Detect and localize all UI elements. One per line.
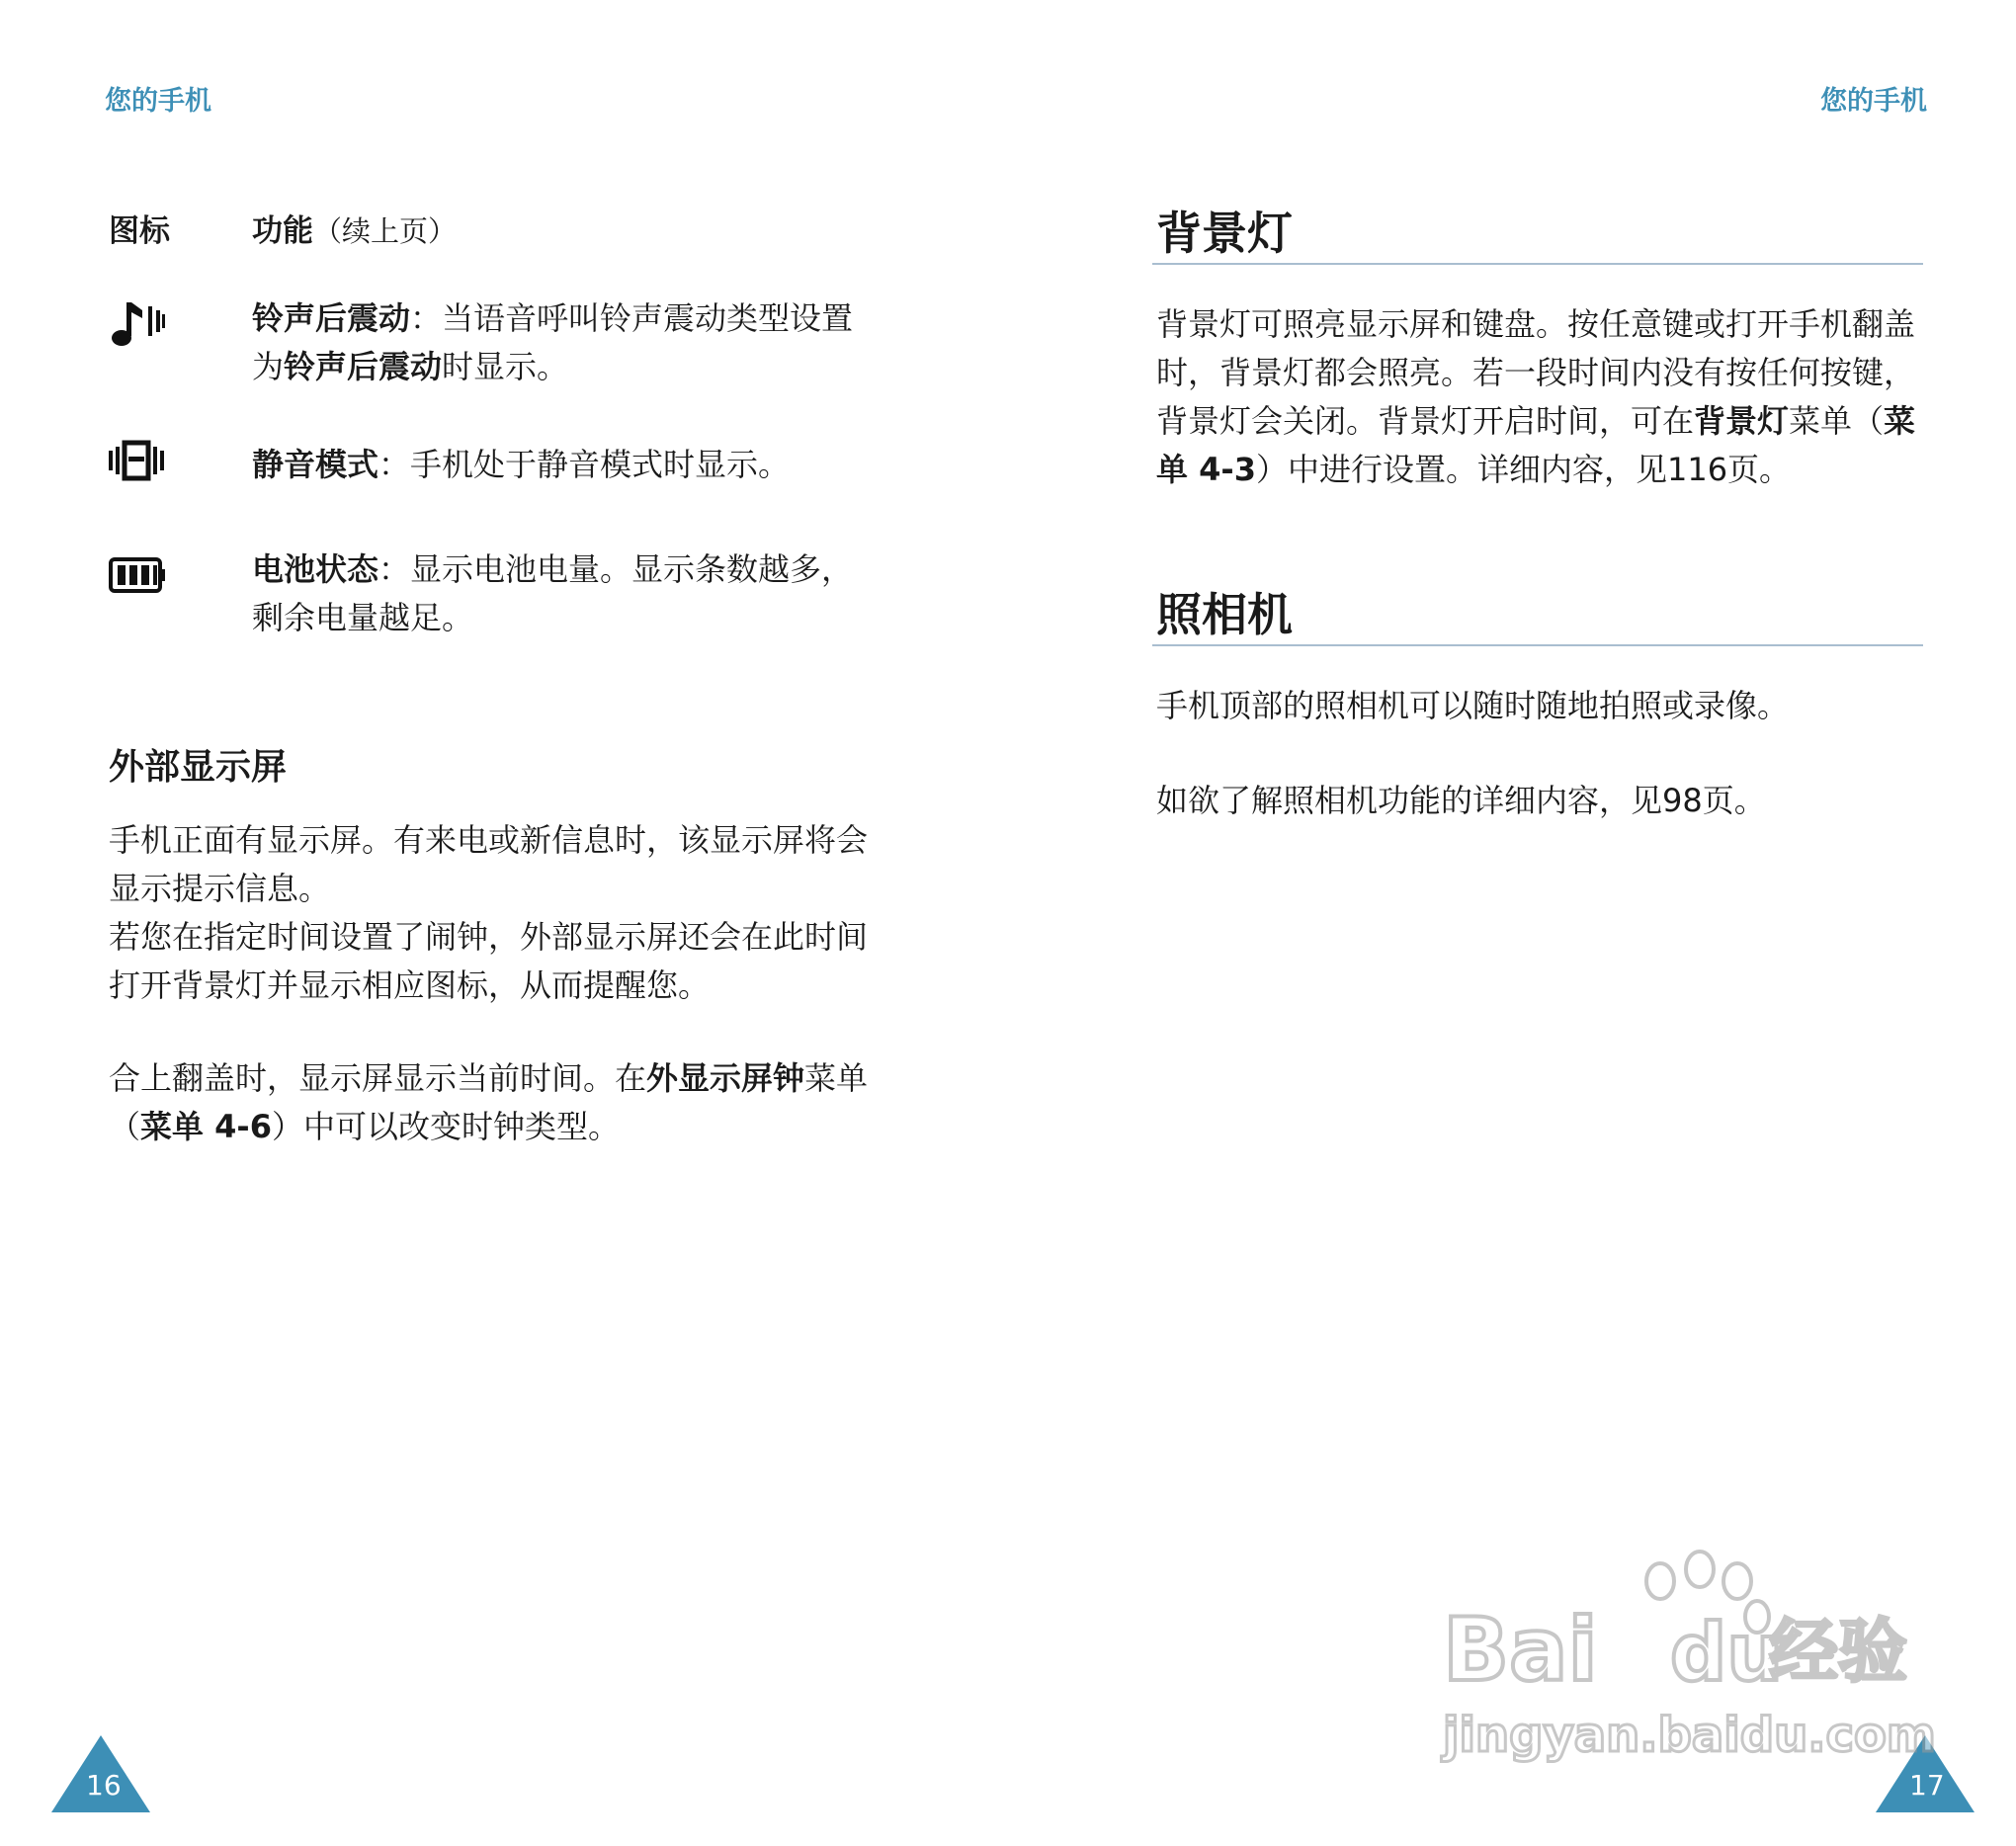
music-note-vibrate-icon: [107, 296, 168, 352]
backlight-paragraph: [1156, 300, 1937, 494]
ring-then-vibrate-text: ：当语音呼叫铃声震动类型设置: [410, 299, 854, 337]
backlight-rule: [1152, 263, 1923, 265]
ring-then-vibrate-prefix: 为: [252, 348, 285, 385]
camera-paragraph-2: 如欲了解照相机功能的详细内容，见98页。: [1156, 782, 1766, 819]
backlight-line-1: 背景灯可照亮显示屏和键盘。按任意键或打开手机翻盖: [1156, 305, 1916, 343]
backlight-line-4b: ）中进行设置。详细内容，见116页。: [1255, 451, 1792, 488]
watermark-brand-2: du: [1670, 1607, 1784, 1699]
camera-rule: [1152, 644, 1923, 646]
camera-title: 照相机: [1156, 588, 1293, 641]
battery-status-text-2: 剩余电量越足。: [252, 599, 474, 636]
battery-status-text-1: ：显示电池电量。显示条数越多，: [378, 550, 854, 588]
clock-text-d: （: [109, 1108, 141, 1145]
ring-then-vibrate-description: [252, 294, 884, 391]
battery-icon: [107, 549, 168, 605]
camera-paragraph-1: 手机顶部的照相机可以随时随地拍照或录像。: [1156, 687, 1790, 724]
right-running-header: 您的手机: [1820, 86, 1927, 117]
watermark-url: jingyan.baidu.com: [1443, 1708, 1936, 1763]
baidu-watermark: [1423, 1542, 1937, 1779]
external-clock-menu-term: 外显示屏钟: [646, 1059, 805, 1097]
menu-4-6-term: 菜单 4-6: [140, 1108, 272, 1145]
silent-mode-icon: [107, 435, 168, 490]
menu-4-3-term: 单 4-3: [1156, 451, 1256, 488]
silent-mode-term: 静音模式: [252, 446, 379, 483]
external-display-paragraph-1: [109, 816, 899, 1010]
backlight-line-3c: 菜单（: [1789, 402, 1885, 440]
external-display-line-3: 若您在指定时间设置了闹钟，外部显示屏还会在此时间: [109, 918, 869, 956]
external-display-paragraph-2: [109, 1054, 899, 1151]
ring-then-vibrate-suffix: 时显示。: [442, 348, 569, 385]
clock-text-f: ）中可以改变时钟类型。: [271, 1108, 620, 1145]
silent-mode-text: ：手机处于静音模式时显示。: [378, 446, 791, 483]
external-display-line-1: 手机正面有显示屏。有来电或新信息时，该显示屏将会: [109, 821, 869, 859]
external-display-line-4: 打开背景灯并显示相应图标，从而提醒您。: [109, 966, 711, 1004]
silent-mode-description: [252, 441, 884, 489]
watermark-brand: Bai: [1443, 1599, 1598, 1701]
watermark-cn: 经验: [1769, 1611, 1907, 1692]
backlight-title: 背景灯: [1156, 207, 1293, 260]
clock-text-a: 合上翻盖时，显示屏显示当前时间。在: [109, 1059, 647, 1097]
external-display-line-2: 显示提示信息。: [109, 870, 331, 907]
ring-then-vibrate-term-repeat: 铃声后震动: [284, 348, 443, 385]
ring-then-vibrate-term: 铃声后震动: [252, 299, 411, 337]
continued-label: （续上页）: [313, 214, 458, 248]
backlight-line-3a: 背景灯会关闭。背景灯开启时间，可在: [1156, 402, 1695, 440]
left-running-header: 您的手机: [105, 86, 211, 117]
left-page-number: 16: [86, 1769, 122, 1802]
battery-status-description: [252, 545, 884, 642]
icon-column-heading: 图标: [109, 213, 170, 249]
function-column-heading: [252, 206, 457, 250]
function-label: 功能: [252, 213, 313, 249]
backlight-line-2: 时，背景灯都会照亮。若一段时间内没有按任何按键，: [1156, 354, 1916, 391]
external-display-heading: 外部显示屏: [109, 747, 288, 788]
clock-text-c: 菜单: [804, 1059, 869, 1097]
battery-status-term: 电池状态: [252, 550, 379, 588]
backlight-line-3d: 菜: [1884, 402, 1916, 440]
right-page-number: 17: [1909, 1769, 1945, 1802]
backlight-menu-term: 背景灯: [1694, 402, 1790, 440]
